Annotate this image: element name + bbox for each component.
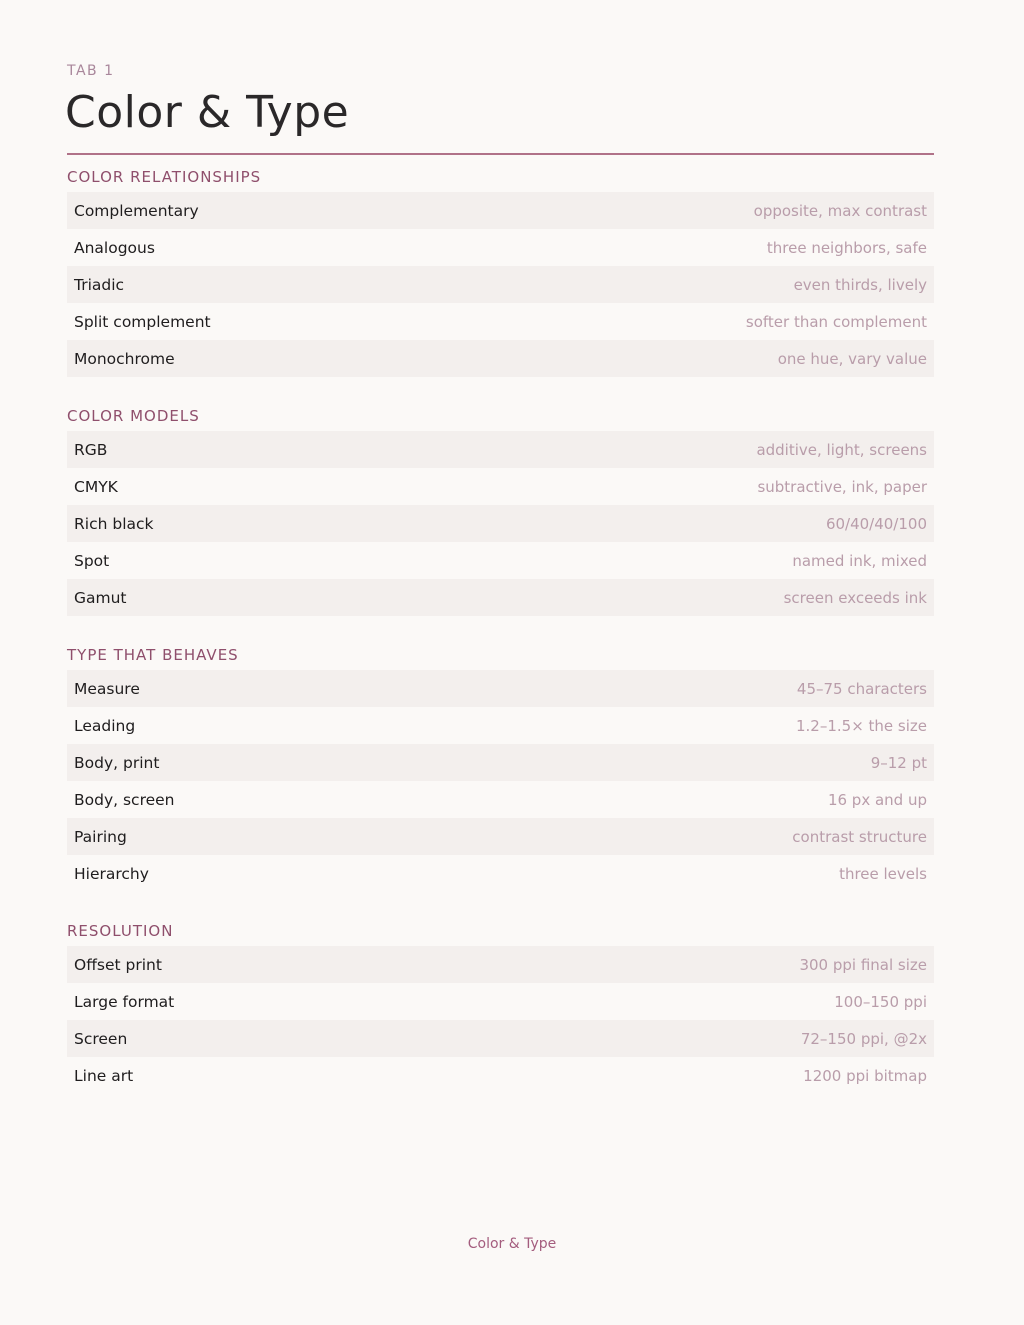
- table-row: [67, 707, 934, 744]
- row-label: RGB: [74, 440, 108, 459]
- row-value: named ink, mixed: [792, 551, 927, 570]
- table: [67, 431, 934, 616]
- page-footer: Color & Type: [467, 1236, 557, 1252]
- section-type-that-behaves: [67, 647, 934, 892]
- row-value: 45–75 characters: [796, 679, 927, 698]
- row-label: Spot: [74, 551, 110, 570]
- table: [67, 946, 934, 1094]
- row-label: Complementary: [74, 201, 199, 220]
- table-row: [67, 192, 934, 229]
- section-color-models: [67, 408, 934, 616]
- table-row: [67, 744, 934, 781]
- table-row: [67, 579, 934, 616]
- row-value: 100–150 ppi: [834, 992, 927, 1011]
- row-label: Measure: [74, 679, 140, 698]
- row-value: 1.2–1.5× the size: [795, 716, 927, 735]
- page-title: Color & Type: [65, 87, 350, 138]
- row-label: Hierarchy: [74, 864, 149, 883]
- row-value: three neighbors, safe: [766, 238, 927, 257]
- row-label: Rich black: [74, 514, 154, 533]
- row-label: Large format: [74, 992, 175, 1011]
- row-label: Screen: [74, 1029, 128, 1048]
- section-heading: TYPE THAT BEHAVES: [67, 646, 239, 664]
- row-label: Body, screen: [74, 790, 175, 809]
- table-row: [67, 781, 934, 818]
- row-value: even thirds, lively: [793, 275, 927, 294]
- row-label: Gamut: [74, 588, 127, 607]
- table-row: [67, 468, 934, 505]
- section-color-relationships: [67, 169, 934, 377]
- row-value: 9–12 pt: [870, 753, 927, 772]
- table-row: [67, 818, 934, 855]
- table: [67, 670, 934, 892]
- section-heading: RESOLUTION: [67, 922, 174, 940]
- row-value: subtractive, ink, paper: [757, 477, 927, 496]
- table-row: [67, 505, 934, 542]
- table-row: [67, 946, 934, 983]
- row-value: three levels: [839, 864, 927, 883]
- row-value: one hue, vary value: [777, 349, 927, 368]
- row-value: softer than complement: [745, 312, 927, 331]
- section-heading: COLOR MODELS: [67, 407, 200, 425]
- table-row: [67, 1057, 934, 1094]
- row-value: 72–150 ppi, @2x: [800, 1029, 927, 1048]
- row-label: Leading: [74, 716, 136, 735]
- row-value: screen exceeds ink: [783, 588, 927, 607]
- row-label: Analogous: [74, 238, 155, 257]
- tab-label: TAB 1: [67, 63, 115, 79]
- section-heading: COLOR RELATIONSHIPS: [67, 168, 262, 186]
- section-resolution: [67, 923, 934, 1094]
- row-label: Split complement: [74, 312, 211, 331]
- row-value: contrast structure: [792, 827, 927, 846]
- table-row: [67, 983, 934, 1020]
- table-row: [67, 340, 934, 377]
- row-value: 16 px and up: [827, 790, 927, 809]
- table-row: [67, 670, 934, 707]
- row-label: Body, print: [74, 753, 160, 772]
- row-value: opposite, max contrast: [753, 201, 927, 220]
- row-value: 300 ppi final size: [799, 955, 927, 974]
- row-value: 1200 ppi bitmap: [803, 1066, 927, 1085]
- table-row: [67, 431, 934, 468]
- table-row: [67, 303, 934, 340]
- table-row: [67, 1020, 934, 1057]
- table-row: [67, 229, 934, 266]
- table-row: [67, 855, 934, 892]
- table: [67, 192, 934, 377]
- row-label: CMYK: [74, 477, 118, 496]
- table-row: [67, 266, 934, 303]
- row-label: Line art: [74, 1066, 134, 1085]
- row-label: Triadic: [74, 275, 125, 294]
- row-value: additive, light, screens: [756, 440, 927, 459]
- title-divider: [67, 153, 934, 155]
- row-label: Offset print: [74, 955, 162, 974]
- row-value: 60/40/40/100: [825, 514, 927, 533]
- table-row: [67, 542, 934, 579]
- row-label: Pairing: [74, 827, 127, 846]
- row-label: Monochrome: [74, 349, 175, 368]
